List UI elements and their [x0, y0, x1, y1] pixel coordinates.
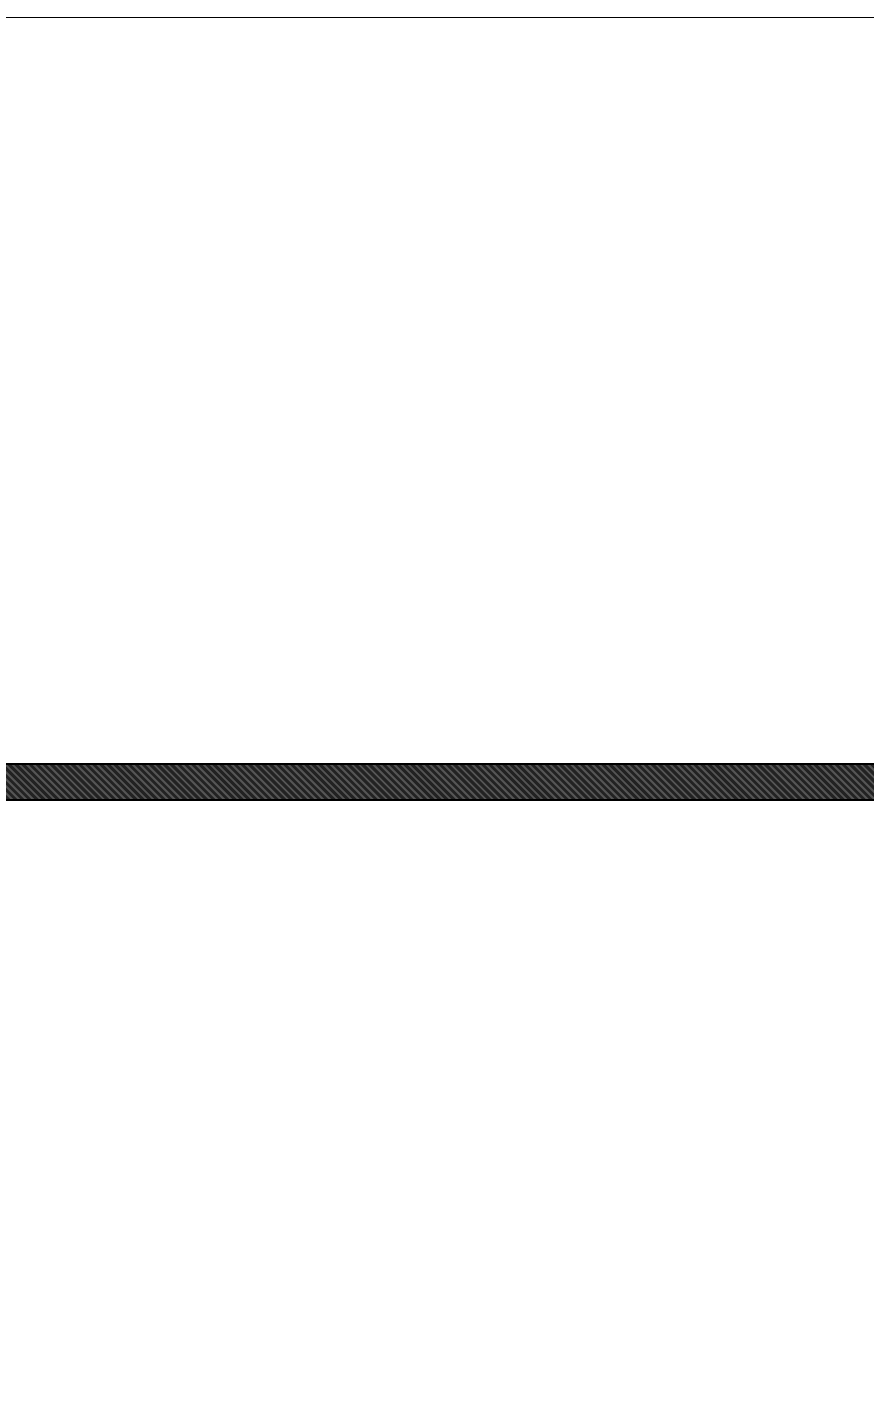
service-guide-columns [6, 801, 874, 1406]
classified-columns [6, 18, 874, 765]
folio-line [6, 6, 874, 18]
newspaper-page [6, 6, 874, 1406]
banner-pattern [6, 765, 874, 799]
home-service-guide-banner [6, 765, 874, 801]
